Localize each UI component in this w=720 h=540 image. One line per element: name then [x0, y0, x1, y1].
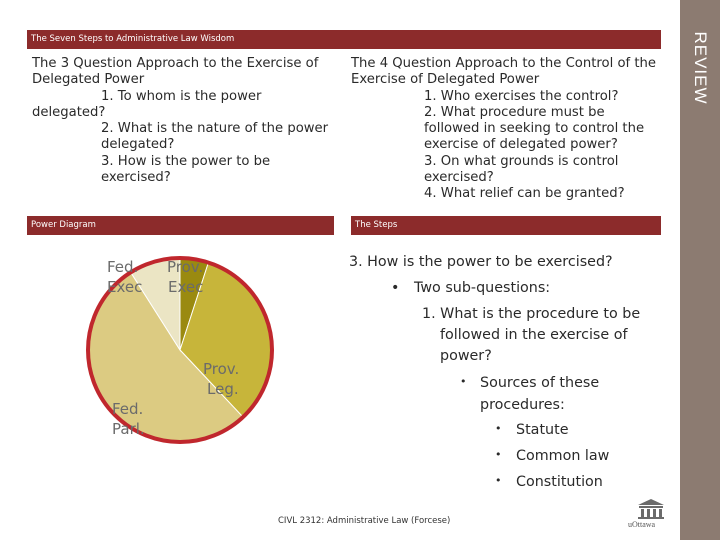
four-question-q3-line2: exercised?: [424, 170, 494, 186]
pie-label-fed-parl-1: Fed.: [112, 400, 144, 418]
four-question-title-line2: Exercise of Delegated Power: [351, 72, 540, 88]
three-question-title-line1: The 3 Question Approach to the Exercise of: [32, 56, 319, 71]
steps-item-bullet-2: •: [495, 448, 502, 461]
steps-item-statute: Statute: [516, 422, 569, 438]
review-label: REVIEW: [691, 31, 710, 105]
steps-item-constitution: Constitution: [516, 474, 603, 490]
footer-course: CIVL 2312: Administrative Law (Forcese): [278, 516, 451, 526]
three-question-q3-line1: 3. How is the power to be: [101, 153, 271, 169]
pie-label-fed-exec-1: Fed.: [107, 258, 139, 276]
steps-q1-line3: power?: [440, 348, 492, 364]
pie-label-fed-parl-2: Parl.: [112, 420, 145, 438]
header-title-bar: The Seven Steps to Administrative Law Wisdom: [27, 30, 661, 49]
steps-sources-bullet: •: [460, 375, 467, 388]
logo-wordmark: uOttawa: [628, 520, 656, 529]
three-question-q1-line1: 1. To whom is the power: [101, 88, 262, 104]
pie-label-prov-leg-2: Leg.: [207, 380, 239, 398]
three-question-q2-line2: delegated?: [101, 137, 175, 153]
steps-sources-line1: Sources of these: [480, 375, 600, 391]
four-question-q3-line1: 3. On what grounds is control: [424, 153, 619, 169]
four-question-q2-line3: exercise of delegated power?: [424, 137, 618, 153]
steps-item-common-law: Common law: [516, 448, 610, 464]
steps-sources-line2: procedures:: [480, 397, 565, 413]
steps-item-bullet-3: •: [495, 474, 502, 487]
three-question-block: [32, 56, 348, 186]
steps-q1-line1: 1. What is the procedure to be: [422, 306, 641, 322]
pie-label-prov-exec-2: Exec: [168, 278, 204, 296]
three-question-q3-line2: exercised?: [101, 170, 171, 186]
three-question-q1-line2: delegated?: [32, 104, 106, 120]
pie-label-prov-exec-1: Prov.: [167, 258, 204, 276]
four-question-q4: 4. What relief can be granted?: [424, 186, 625, 202]
three-question-title-line2: Delegated Power: [32, 72, 145, 88]
steps-sub-bullet: •: [391, 280, 400, 296]
four-question-q1: 1. Who exercises the control?: [424, 88, 619, 104]
four-question-q2-line1: 2. What procedure must be: [424, 104, 605, 120]
power-diagram-bar: Power Diagram: [27, 216, 334, 235]
steps-item-bullet-1: •: [495, 422, 502, 435]
steps-heading: 3. How is the power to be exercised?: [349, 254, 613, 270]
pie-label-prov-leg-1: Prov.: [203, 360, 240, 378]
four-question-q2-line2: followed in seeking to control the: [424, 121, 645, 137]
pie-label-fed-exec-2: Exec: [107, 278, 143, 296]
steps-bar: The Steps: [351, 216, 661, 235]
steps-q1-line2: followed in the exercise of: [440, 327, 628, 343]
steps-sub-question: Two sub-questions:: [414, 280, 551, 296]
four-question-block: [351, 56, 676, 203]
four-question-title-line1: The 4 Question Approach to the Control of the: [351, 56, 656, 71]
three-question-q2-line1: 2. What is the nature of the power: [101, 121, 329, 137]
